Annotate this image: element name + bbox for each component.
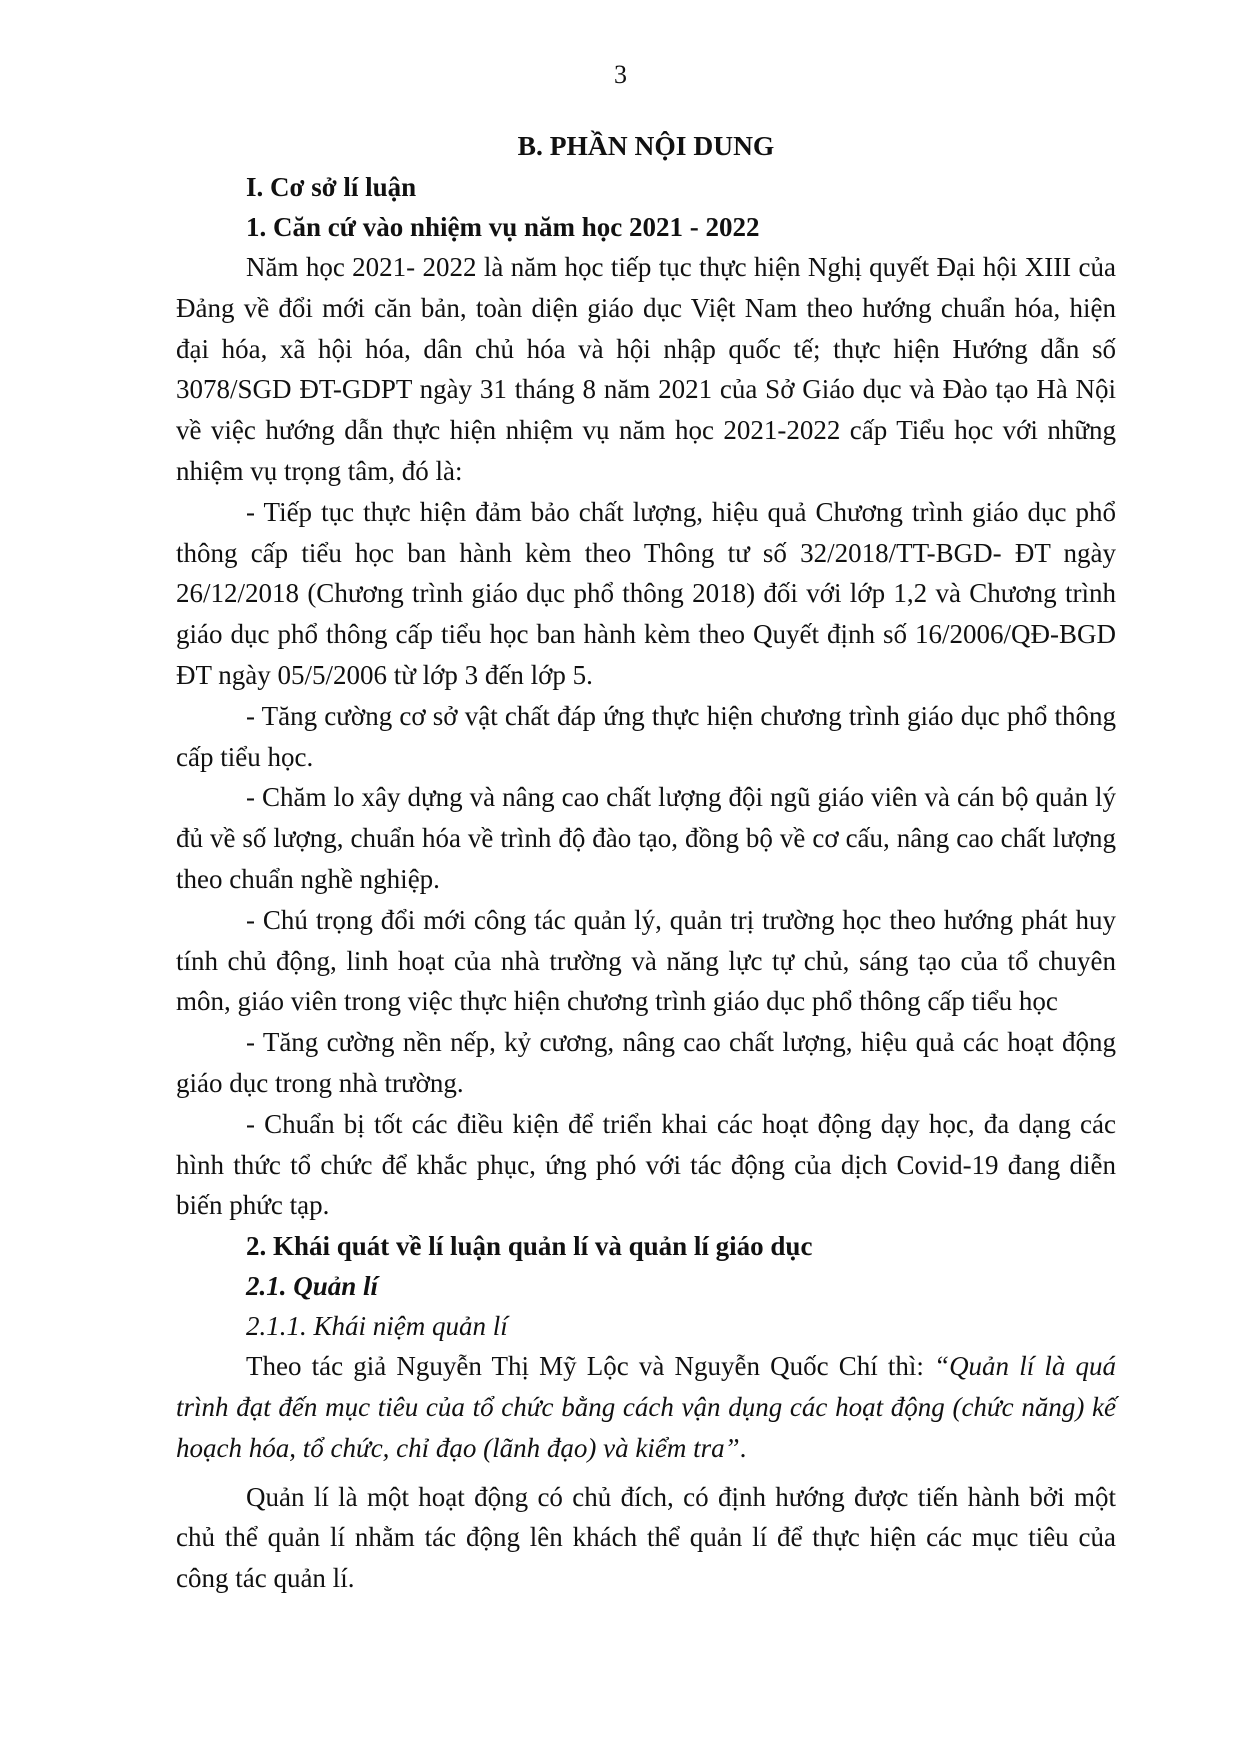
definition-paragraph	[176, 1346, 1116, 1468]
task-item-6: - Chuẩn bị tốt các điều kiện để triển khai các hoạt động dạy học, đa dạng các hình thức tổ chức để khắc phục, ứng phó với tác động của dịch Covid-19 đang diễn biến phức tạp.	[176, 1108, 1116, 1221]
closing-paragraph: Quản lí là một hoạt động có chủ đích, có định hướng được tiến hành bởi một chủ thể quản lí nhằm tác động lên khách thể quản lí để thực hiện các mục tiêu của công tác quản lí.	[176, 1481, 1116, 1594]
heading-management-concept: 2.1.1. Khái niệm quản lí	[246, 1311, 508, 1342]
definition-lead: Theo tác giả Nguyễn Thị Mỹ Lộc và Nguyễn Quốc Chí thì:	[246, 1351, 935, 1382]
heading-school-year-tasks: 1. Căn cứ vào nhiệm vụ năm học 2021 - 2022	[246, 212, 760, 242]
definition-end: .	[739, 1432, 747, 1463]
task-item-4: - Chú trọng đổi mới công tác quản lý, quản trị trường học theo hướng phát huy tính chủ động, linh hoạt của nhà trường và năng lực tự chủ, sáng tạo của tổ chuyên môn, giáo viên trong việc thực hiện chương trình giáo dục phổ thông cấp tiểu học	[176, 904, 1116, 1017]
section-title: B. PHẦN NỘI DUNG	[517, 130, 775, 161]
heading-management: 2.1. Quản lí	[246, 1271, 379, 1302]
definition-quote: “Quản lí là quá trình đạt đến mục tiêu của tổ chức bằng cách vận dụng các hoạt động (chức năng) kế hoạch hóa, tổ chức, chỉ đạo (lãnh đạo) và kiểm tra”	[176, 1351, 1116, 1463]
page-number: 3	[614, 60, 627, 89]
page-content	[176, 124, 1116, 1599]
task-item-1: - Tiếp tục thực hiện đảm bảo chất lượng, hiệu quả Chương trình giáo dục phổ thông cấp tiểu học ban hành kèm theo Thông tư số 32/2018/TT-BGD- ĐT ngày 26/12/2018 (Chương trình giáo dục phổ thông 2018) đối với lớp 1,2 và Chương trình giáo dục phổ thông cấp tiểu học ban hành kèm theo Quyết định số 16/2006/QĐ-BGD ĐT ngày 05/5/2006 từ lớp 3 đến lớp 5.	[176, 496, 1116, 690]
intro-paragraph: Năm học 2021- 2022 là năm học tiếp tục thực hiện Nghị quyết Đại hội XIII của Đảng về đổi mới căn bản, toàn diện giáo dục Việt Nam theo hướng chuẩn hóa, hiện đại hóa, xã hội hóa, dân chủ hóa và hội nhập quốc tế; thực hiện Hướng dẫn số 3078/SGD ĐT-GDPT ngày 31 tháng 8 năm 2021 của Sở Giáo dục và Đào tạo Hà Nội về việc hướng dẫn thực hiện nhiệm vụ năm học 2021-2022 cấp Tiểu học với những nhiệm vụ trọng tâm, đó là:	[176, 252, 1116, 486]
task-item-3: - Chăm lo xây dựng và nâng cao chất lượng đội ngũ giáo viên và cán bộ quản lý đủ về số lượng, chuẩn hóa về trình độ đào tạo, đồng bộ về cơ cấu, nâng cao chất lượng theo chuẩn nghề nghiệp.	[176, 782, 1116, 894]
heading-management-theory: 2. Khái quát về lí luận quản lí và quản lí giáo dục	[246, 1231, 813, 1262]
task-item-5: - Tăng cường nền nếp, kỷ cương, nâng cao chất lượng, hiệu quả các hoạt động giáo dục trong nhà trường.	[176, 1027, 1116, 1098]
task-item-2: - Tăng cường cơ sở vật chất đáp ứng thực hiện chương trình giáo dục phổ thông cấp tiểu học.	[176, 700, 1116, 772]
heading-theoretical-basis: I. Cơ sở lí luận	[246, 172, 417, 202]
